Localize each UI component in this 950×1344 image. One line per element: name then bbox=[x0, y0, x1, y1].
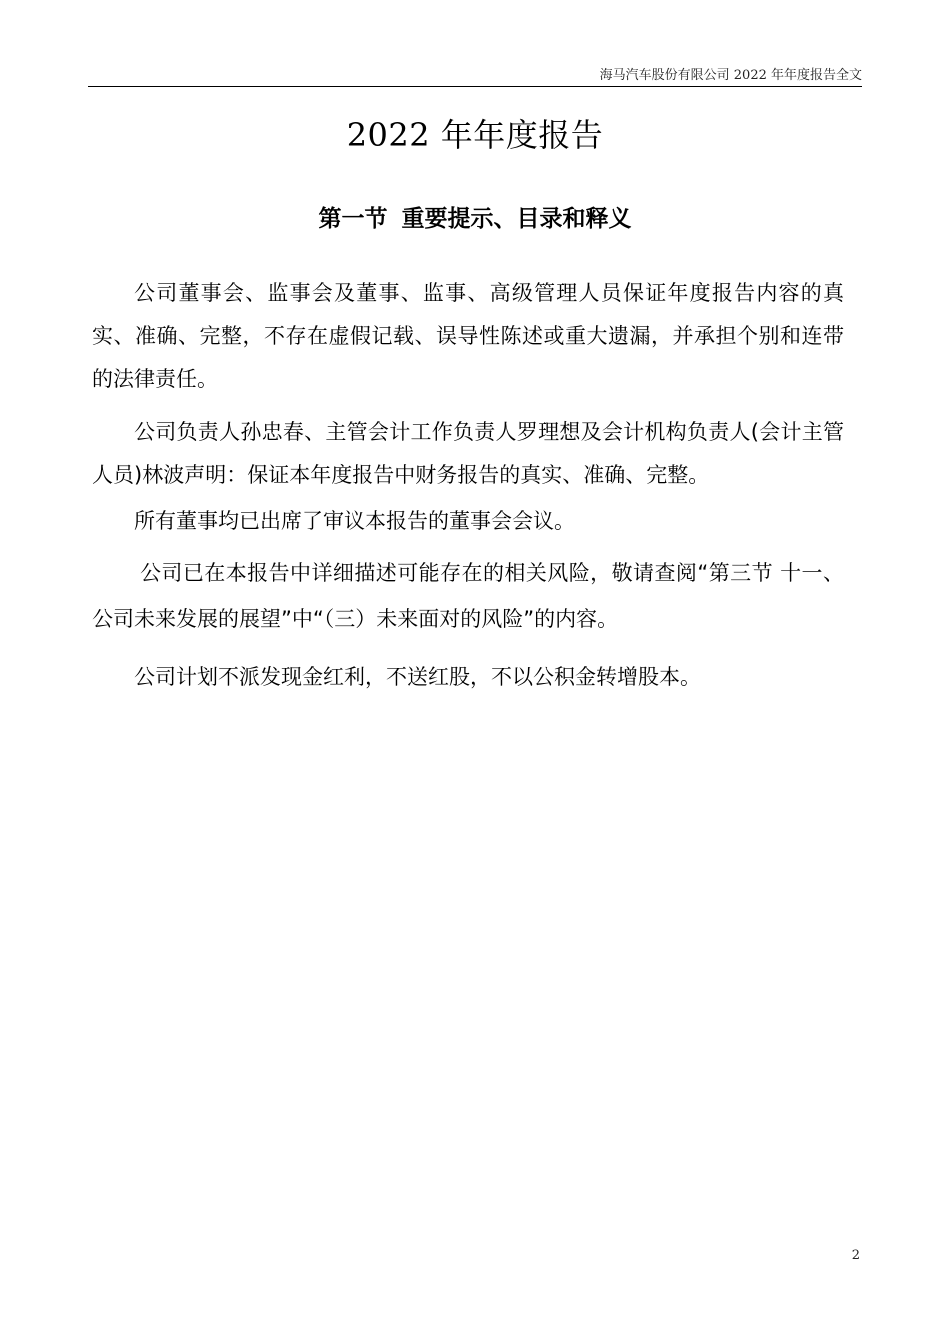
section-heading bbox=[0, 200, 950, 233]
paragraph-dividend-plan: 公司计划不派发现金红利，不送红股，不以公积金转增股本。 bbox=[134, 665, 701, 689]
paragraph-responsible-persons-statement: 公司负责人孙忠春、主管会计工作负责人罗理想及会计机构负责人(会计主管人员)林波声明：保证本年度报告中财务报告的真实、准确、完整。 bbox=[92, 420, 844, 487]
section-name: 重要提示、目录和释义 bbox=[401, 206, 632, 232]
section-number: 第一节 bbox=[318, 206, 388, 232]
header-divider bbox=[88, 86, 862, 87]
running-header: 海马汽车股份有限公司 2022 年年度报告全文 bbox=[599, 68, 862, 83]
paragraph-directors-attendance: 所有董事均已出席了审议本报告的董事会会议。 bbox=[134, 509, 575, 533]
page-number: 2 bbox=[851, 1248, 860, 1263]
paragraph-risk-notice: 公司已在本报告中详细描述可能存在的相关风险，敬请查阅“第三节 十一、公司未来发展的展望”中“（三）未来面对的风险”的内容。 bbox=[92, 561, 844, 631]
document-title: 2022 年年度报告 bbox=[346, 116, 604, 154]
paragraph-board-guarantee: 公司董事会、监事会及董事、监事、高级管理人员保证年度报告内容的真实、准确、完整，不存在虚假记载、误导性陈述或重大遗漏，并承担个别和连带的法律责任。 bbox=[92, 281, 844, 391]
